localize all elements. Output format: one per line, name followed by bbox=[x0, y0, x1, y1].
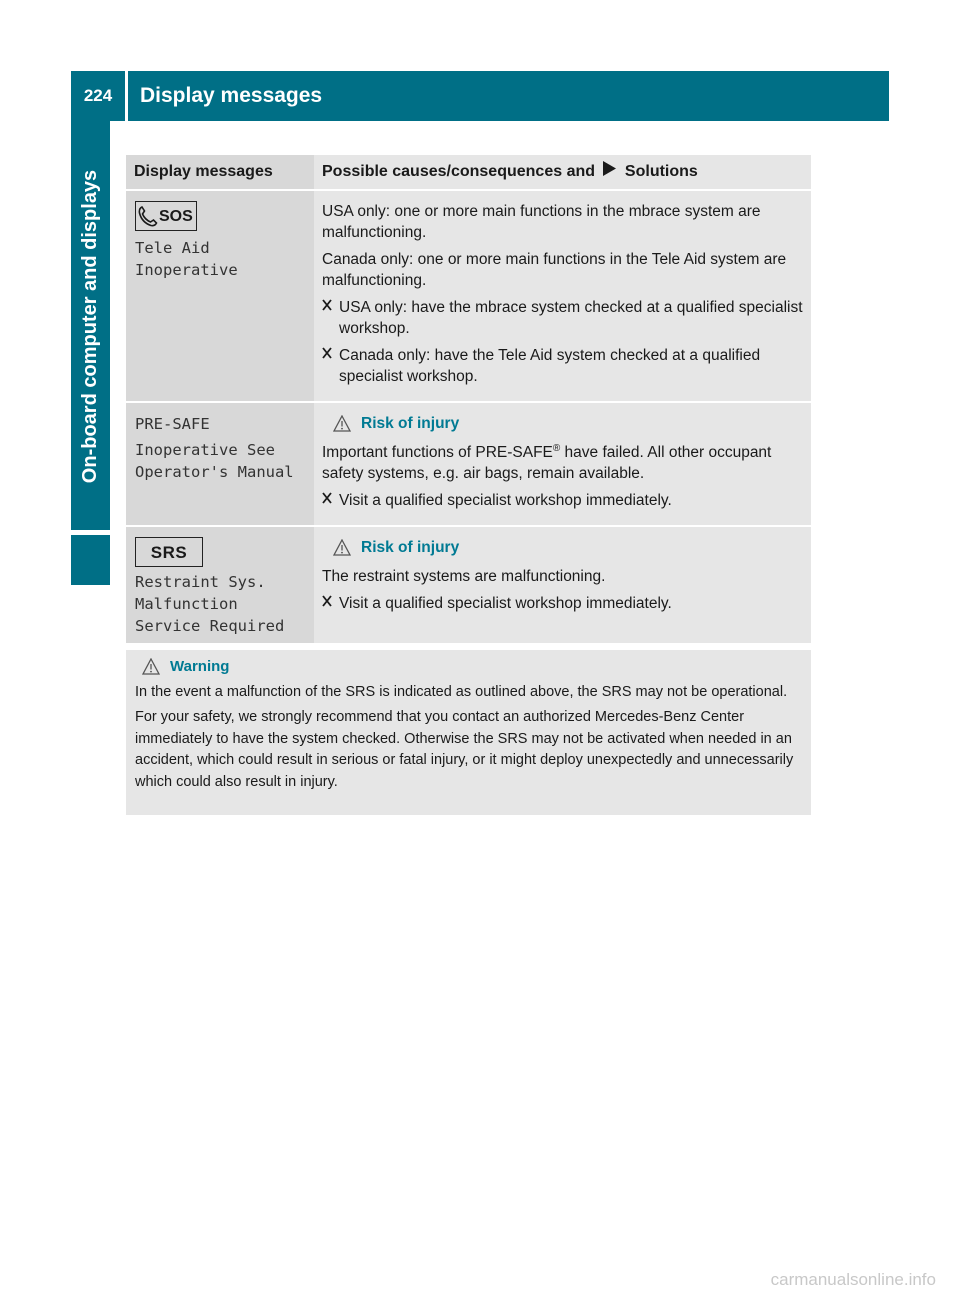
warning-triangle-icon bbox=[142, 658, 160, 675]
table-row bbox=[126, 402, 811, 526]
risk-heading: Risk of injury bbox=[333, 413, 803, 434]
display-message-cell bbox=[126, 526, 314, 644]
cause-text: Important functions of PRE-SAFE® have failed. All other occupant safety systems, e.g. air bags, remain available. bbox=[322, 442, 772, 482]
solution-cell bbox=[314, 190, 811, 402]
warning-text: For your safety, we strongly recommend that you contact an authorized Mercedes-Benz Center immediately to have the system checked. Otherwise the SRS may not be activated when needed in an accident, which could result in serious or fatal injury, or it might deploy unexpectedly and unnecessarily which could also result in injury. bbox=[135, 709, 794, 790]
solution-step: Visit a qualified specialist workshop immediately. bbox=[322, 593, 803, 614]
cause-text: USA only: one or more main functions in the mbrace system are malfunctioning. bbox=[322, 203, 761, 241]
step-arrow-icon bbox=[322, 593, 339, 614]
display-text: Tele Aid Inoperative bbox=[135, 239, 238, 279]
footer bbox=[0, 1270, 960, 1290]
solution-cell bbox=[314, 402, 811, 526]
warning-triangle-icon bbox=[333, 539, 351, 556]
table-row bbox=[126, 526, 811, 644]
display-message-cell bbox=[126, 402, 314, 526]
column-header-causes-solutions: Possible causes/consequences and Solutions bbox=[314, 155, 811, 190]
page-number: 224 bbox=[83, 86, 113, 105]
column-header-display-messages: Display messages bbox=[126, 155, 314, 190]
step-arrow-icon bbox=[322, 297, 339, 339]
warning-text: In the event a malfunction of the SRS is indicated as outlined above, the SRS may not be operational. bbox=[135, 683, 788, 700]
table-header-row bbox=[126, 155, 811, 190]
solution-cell bbox=[314, 526, 811, 644]
cause-text: Canada only: one or more main functions in the Tele Aid system are malfunctioning. bbox=[322, 251, 787, 289]
watermark-text: carmanualsonline.info bbox=[770, 1270, 936, 1289]
risk-heading: Risk of injury bbox=[333, 537, 803, 558]
display-text: Restraint Sys. Malfunction Service Required bbox=[135, 573, 285, 635]
step-arrow-icon bbox=[322, 345, 339, 387]
display-messages-table bbox=[126, 155, 811, 645]
section-side-label: On-board computer and displays bbox=[79, 169, 102, 483]
warning-triangle-icon bbox=[333, 415, 351, 432]
solution-step: Canada only: have the Tele Aid system checked at a qualified specialist workshop. bbox=[322, 345, 803, 387]
display-message-cell bbox=[126, 190, 314, 402]
srs-icon: SRS bbox=[135, 537, 203, 567]
step-arrow-icon bbox=[322, 490, 339, 511]
sos-phone-icon: SOS bbox=[135, 201, 197, 231]
warning-heading: Warning bbox=[142, 656, 803, 678]
display-text: PRE-SAFE Inoperative See Operator's Manual bbox=[135, 415, 294, 481]
warning-box bbox=[126, 650, 811, 815]
cause-text: The restraint systems are malfunctioning. bbox=[322, 568, 606, 585]
solution-step: Visit a qualified specialist workshop immediately. bbox=[322, 490, 803, 511]
page-title: Display messages bbox=[140, 84, 323, 107]
play-arrow-icon bbox=[603, 161, 616, 181]
side-tab-gap bbox=[71, 530, 110, 535]
table-row bbox=[126, 190, 811, 402]
header-divider bbox=[125, 71, 128, 121]
section-side-label-wrap bbox=[71, 121, 110, 531]
solution-step: USA only: have the mbrace system checked at a qualified specialist workshop. bbox=[322, 297, 803, 339]
